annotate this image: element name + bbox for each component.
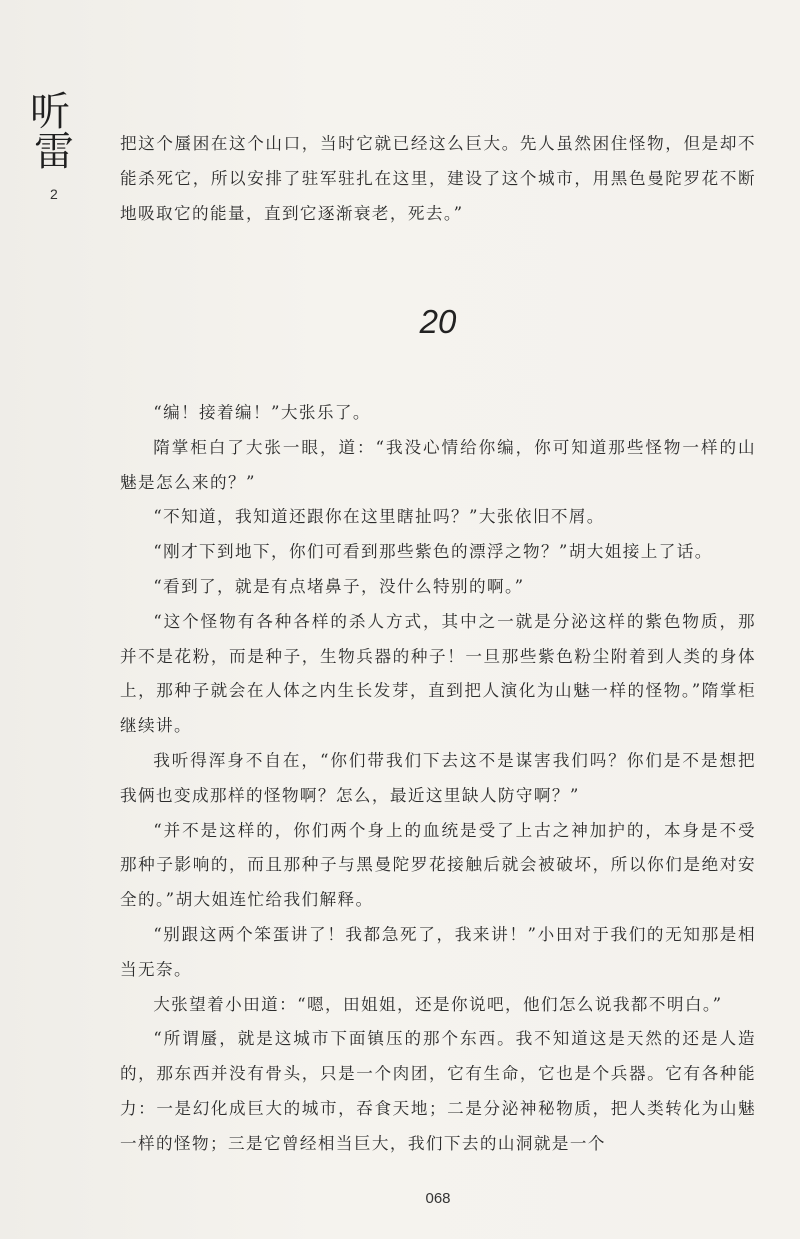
paragraph: “不知道，我知道还跟你在这里瞎扯吗？”大张依旧不屑。 xyxy=(153,507,605,527)
paragraph: “这个怪物有各种各样的杀人方式，其中之一就是分泌这样的紫色物质，那并不是花粉，而是种子，生物兵器的种子！一旦那些紫色粉尘附着到人类的身体上，那种子就会在人体之内生长发芽，直到把人演化为山魅一样的怪物。”隋掌柜继续讲。 xyxy=(120,611,756,736)
paragraph: 我听得浑身不自在，“你们带我们下去这不是谋害我们吗？你们是不是想把我俩也变成那样的怪物啊？怎么，最近这里缺人防守啊？” xyxy=(120,750,756,805)
paragraph: 隋掌柜白了大张一眼，道：“我没心情给你编，你可知道那些怪物一样的山魅是怎么来的？” xyxy=(120,437,756,492)
paragraph: “看到了，就是有点堵鼻子，没什么特别的啊。” xyxy=(153,576,525,596)
book-title-char-2: 雷 xyxy=(34,129,74,175)
chapter-text-block xyxy=(120,396,756,1162)
paragraph: 把这个蜃困在这个山口，当时它就已经这么巨大。先人虽然困住怪物，但是却不能杀死它，所以安排了驻军驻扎在这里，建设了这个城市，用黑色曼陀罗花不断地吸取它的能量，直到它逐渐衰老，死去。” xyxy=(120,134,756,223)
paragraph: “所谓蜃，就是这城市下面镇压的那个东西。我不知道这是天然的还是人造的，那东西并没有骨头，只是一个肉团，它有生命，它也是个兵器。它有各种能力：一是幻化成巨大的城市，吞食天地；二是分泌神秘物质，把人类转化为山魅一样的怪物；三是它曾经相当巨大，我们下去的山洞就是一个 xyxy=(120,1029,756,1153)
continued-text-block xyxy=(120,127,756,231)
paragraph: “刚才下到地下，你们可看到那些紫色的漂浮之物？”胡大姐接上了话。 xyxy=(153,542,713,562)
paragraph: “编！接着编！”大张乐了。 xyxy=(153,403,371,422)
book-title-vertical xyxy=(26,89,74,175)
chapter-heading: 20 xyxy=(419,303,457,340)
paragraph: “并不是这样的，你们两个身上的血统是受了上古之神加护的，本身是不受那种子影响的，而且那种子与黑曼陀罗花接触后就会被破坏，所以你们是绝对安全的。”胡大姐连忙给我们解释。 xyxy=(120,820,756,910)
book-title-char-1: 听 xyxy=(30,89,70,135)
volume-number: 2 xyxy=(50,186,58,202)
paragraph: “别跟这两个笨蛋讲了！我都急死了，我来讲！”小田对于我们的无知那是相当无奈。 xyxy=(120,924,756,979)
paragraph: 大张望着小田道：“嗯，田姐姐，还是你说吧，他们怎么说我都不明白。” xyxy=(153,994,723,1014)
page-number: 068 xyxy=(425,1190,451,1207)
